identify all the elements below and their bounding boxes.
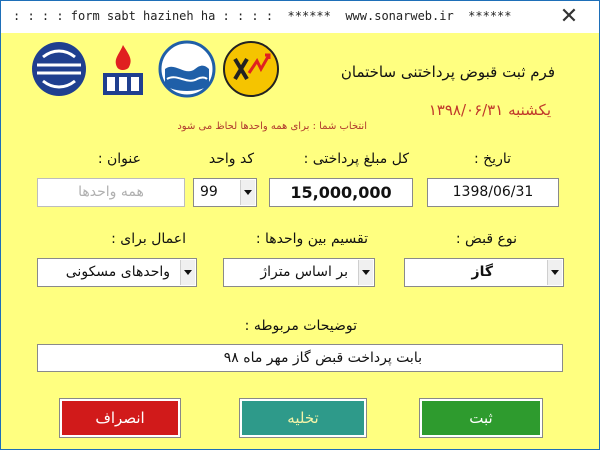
unit-code-label: کد واحد: [208, 151, 254, 167]
apply-to-value: واحدهای مسکونی: [65, 264, 170, 280]
chevron-down-icon[interactable]: [358, 260, 373, 285]
water-company-logo: [157, 39, 217, 99]
chevron-down-icon[interactable]: [240, 180, 255, 205]
chevron-down-icon[interactable]: [180, 260, 195, 285]
date-heading: یکشنبه ۱۳۹۸/۰۶/۳۱: [428, 101, 551, 119]
form-title: فرم ثبت قبوض پرداختنی ساختمان: [340, 63, 555, 81]
cancel-button[interactable]: انصراف: [60, 399, 180, 437]
unit-code-select[interactable]: [193, 178, 257, 207]
title-label: عنوان :: [97, 151, 141, 167]
gas-company-logo: [93, 39, 153, 99]
submit-button[interactable]: ثبت: [420, 399, 542, 437]
distribution-label: تقسیم بین واحدها :: [255, 231, 368, 247]
bill-type-label: نوع قبض :: [455, 231, 517, 247]
amount-field[interactable]: 15,000,000: [269, 178, 413, 207]
clear-button[interactable]: تخلیه: [240, 399, 366, 437]
unit-code-value: 99: [200, 184, 218, 200]
description-field[interactable]: بابت پرداخت قبض گاز مهر ماه ۹۸: [37, 344, 563, 372]
selection-note: انتخاب شما : برای همه واحدها لحاظ می شود: [177, 121, 367, 132]
bill-type-value: گاز: [471, 264, 493, 280]
logo-strip: [29, 39, 285, 101]
apply-to-select[interactable]: [37, 258, 197, 287]
apply-to-label: اعمال برای :: [111, 231, 186, 247]
date-field[interactable]: 1398/06/31: [427, 178, 559, 207]
electricity-logo: [221, 39, 281, 99]
chevron-down-icon[interactable]: [547, 260, 562, 285]
distribution-select[interactable]: [223, 258, 375, 287]
close-icon[interactable]: ✕: [559, 4, 579, 29]
description-label: توضیحات مربوطه :: [244, 318, 357, 334]
bill-type-select[interactable]: [404, 258, 564, 287]
title-bar: [1, 1, 599, 33]
window-title: : : : : form sabt hazineh ha : : : : ****** www.sonarweb.ir ******: [13, 9, 512, 23]
telecom-logo: [29, 39, 89, 99]
amount-label: کل مبلغ پرداختی :: [303, 151, 409, 167]
title-field[interactable]: همه واحدها: [37, 178, 185, 207]
date-label: تاریخ :: [473, 151, 511, 167]
distribution-value: بر اساس متراژ: [260, 264, 348, 280]
